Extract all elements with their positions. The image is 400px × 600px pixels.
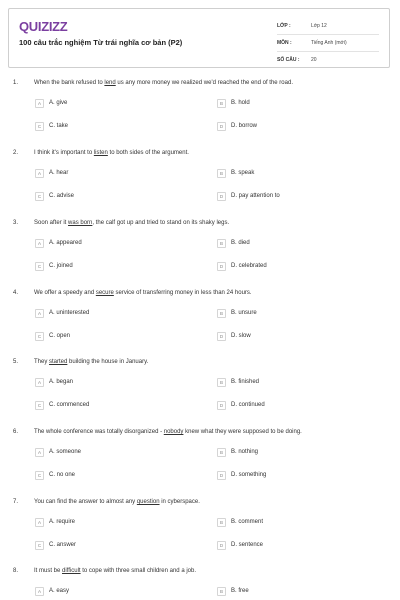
worksheet-title: 100 câu trắc nghiệm Từ trái nghĩa cơ bản (P2) — [19, 38, 183, 47]
option-c[interactable] — [35, 400, 89, 410]
underlined-word: nobody — [163, 429, 184, 435]
question-text-after: us any more money we realized we'd reached the end of the road. — [115, 80, 293, 86]
option-letter-box[interactable]: C — [35, 471, 44, 480]
option-text: B. died — [231, 240, 250, 246]
option-letter-box[interactable]: A — [35, 99, 44, 108]
question-text-before: The whole conference was totally disorganized - — [34, 429, 164, 435]
question-text-after: service of transferring money in less than 24 hours. — [113, 290, 252, 296]
option-d[interactable] — [217, 331, 251, 341]
option-a[interactable] — [35, 238, 82, 248]
option-letter-box[interactable]: B — [217, 99, 226, 108]
option-letter-box[interactable]: D — [217, 401, 226, 410]
question-text-after: to both sides of the argument. — [107, 150, 189, 156]
question-text — [34, 80, 293, 86]
question-text — [34, 429, 302, 435]
option-letter-box[interactable]: C — [35, 401, 44, 410]
option-letter-box[interactable]: D — [217, 122, 226, 131]
option-letter-box[interactable]: A — [35, 378, 44, 387]
option-letter-box[interactable]: B — [217, 448, 226, 457]
option-text: D. something — [231, 472, 267, 478]
question-text-before: It must be — [34, 568, 63, 574]
option-letter-box[interactable]: B — [217, 587, 226, 596]
meta-row-subject — [277, 35, 379, 52]
option-text: A. uninterested — [49, 310, 90, 316]
option-d[interactable] — [217, 540, 263, 550]
option-c[interactable] — [35, 261, 73, 271]
option-d[interactable] — [217, 191, 280, 201]
option-letter-box[interactable]: B — [217, 239, 226, 248]
option-b[interactable] — [217, 168, 254, 178]
option-c[interactable] — [35, 121, 68, 131]
option-letter-box[interactable]: D — [217, 471, 226, 480]
option-text: A. give — [49, 100, 68, 106]
option-text: C. answer — [49, 542, 77, 548]
option-a[interactable] — [35, 377, 73, 387]
question-text — [34, 150, 189, 156]
question-number: 5. — [13, 359, 19, 365]
option-a[interactable] — [35, 168, 68, 178]
question-text-before: We offer a speedy and — [34, 290, 96, 296]
option-letter-box[interactable]: B — [217, 518, 226, 527]
option-b[interactable] — [217, 586, 249, 596]
question-number: 4. — [13, 290, 19, 296]
option-d[interactable] — [217, 121, 257, 131]
option-a[interactable] — [35, 586, 69, 596]
question-text — [34, 290, 252, 296]
question-text-before: When the bank refused to — [34, 80, 105, 86]
underlined-word: secure — [95, 290, 114, 296]
question-text-after: knew what they were supposed to be doing. — [183, 429, 302, 435]
option-letter-box[interactable]: A — [35, 169, 44, 178]
option-a[interactable] — [35, 98, 67, 108]
question-number: 1. — [13, 80, 19, 86]
option-text: A. easy — [49, 588, 70, 594]
option-b[interactable] — [217, 308, 257, 318]
option-d[interactable] — [217, 400, 265, 410]
question-text — [34, 220, 229, 226]
option-b[interactable] — [217, 447, 258, 457]
option-letter-box[interactable]: A — [35, 518, 44, 527]
quizizz-logo: QUIZIZZ — [19, 19, 68, 34]
option-text: B. unsure — [231, 310, 257, 316]
option-a[interactable] — [35, 308, 89, 318]
option-text: B. comment — [231, 519, 264, 525]
question-text — [34, 568, 196, 574]
option-letter-box[interactable]: D — [217, 541, 226, 550]
option-letter-box[interactable]: C — [35, 541, 44, 550]
option-text: A. appeared — [49, 240, 82, 246]
option-text: D. pay attention to — [231, 193, 280, 199]
option-text: D. slow — [231, 333, 251, 339]
question-text-before: You can find the answer to almost any — [34, 499, 137, 505]
option-b[interactable] — [217, 377, 259, 387]
option-text: C. no one — [49, 472, 76, 478]
meta-value: Lớp 12 — [311, 23, 327, 29]
option-letter-box[interactable]: B — [217, 309, 226, 318]
option-text: D. continued — [231, 402, 265, 408]
meta-row-count — [277, 52, 379, 68]
option-text: C. take — [49, 123, 69, 129]
option-text: B. finished — [231, 379, 260, 385]
option-text: D. borrow — [231, 123, 258, 129]
option-letter-box[interactable]: A — [35, 309, 44, 318]
option-letter-box[interactable]: C — [35, 262, 44, 271]
option-letter-box[interactable]: A — [35, 448, 44, 457]
option-letter-box[interactable]: C — [35, 122, 44, 131]
option-d[interactable] — [217, 261, 267, 271]
option-letter-box[interactable]: C — [35, 192, 44, 201]
option-letter-box[interactable]: C — [35, 332, 44, 341]
option-text: B. free — [231, 588, 249, 594]
underlined-word: lend — [104, 80, 116, 86]
option-a[interactable] — [35, 517, 75, 527]
meta-label: SỐ CÂU : — [277, 57, 300, 63]
option-letter-box[interactable]: B — [217, 378, 226, 387]
option-c[interactable] — [35, 540, 76, 550]
meta-table — [277, 18, 379, 68]
question-text-after: to cope with three small children and a job. — [80, 568, 196, 574]
underlined-word: question — [136, 499, 160, 505]
question-number: 8. — [13, 568, 19, 574]
worksheet-header — [8, 8, 390, 68]
option-text: A. began — [49, 379, 74, 385]
option-letter-box[interactable]: B — [217, 169, 226, 178]
meta-label: LỚP : — [277, 23, 291, 29]
question-number: 3. — [13, 220, 19, 226]
option-letter-box[interactable]: D — [217, 192, 226, 201]
question-number: 2. — [13, 150, 19, 156]
question-text-before: Soon after it — [34, 220, 69, 226]
option-c[interactable] — [35, 470, 75, 480]
option-a[interactable] — [35, 447, 81, 457]
underlined-word: was born — [68, 220, 93, 226]
option-c[interactable] — [35, 331, 70, 341]
question-text-after: , the calf got up and tried to stand on its shaky legs. — [92, 220, 230, 226]
option-text: B. nothing — [231, 449, 259, 455]
option-text: C. commenced — [49, 402, 90, 408]
underlined-word: difficult — [62, 568, 81, 574]
option-text: B. speak — [231, 170, 255, 176]
question-text — [34, 359, 148, 365]
option-text: A. require — [49, 519, 76, 525]
question-number: 6. — [13, 429, 19, 435]
option-text: D. celebrated — [231, 263, 267, 269]
option-text: D. sentence — [231, 542, 264, 548]
option-text: A. someone — [49, 449, 82, 455]
option-b[interactable] — [217, 98, 250, 108]
underlined-word: listen — [93, 150, 108, 156]
question-text-before: I think it's important to — [34, 150, 94, 156]
option-text: C. advise — [49, 193, 75, 199]
option-letter-box[interactable]: A — [35, 587, 44, 596]
question-number: 7. — [13, 499, 19, 505]
question-text-before: They — [34, 359, 50, 365]
option-text: B. hold — [231, 100, 250, 106]
option-letter-box[interactable]: D — [217, 332, 226, 341]
underlined-word: started — [49, 359, 68, 365]
question-text-after: in cyberspace. — [159, 499, 200, 505]
option-text: C. joined — [49, 263, 73, 269]
meta-row-class — [277, 18, 379, 35]
option-letter-box[interactable]: A — [35, 239, 44, 248]
meta-value: Tiếng Anh (mới) — [311, 40, 347, 46]
meta-label: MÔN : — [277, 40, 292, 46]
question-text-after: building the house in January. — [67, 359, 149, 365]
meta-value: 20 — [311, 57, 317, 63]
option-d[interactable] — [217, 470, 266, 480]
option-letter-box[interactable]: D — [217, 262, 226, 271]
option-text: C. open — [49, 333, 71, 339]
question-text — [34, 499, 200, 505]
option-c[interactable] — [35, 191, 74, 201]
option-text: A. hear — [49, 170, 69, 176]
option-b[interactable] — [217, 238, 250, 248]
option-b[interactable] — [217, 517, 263, 527]
